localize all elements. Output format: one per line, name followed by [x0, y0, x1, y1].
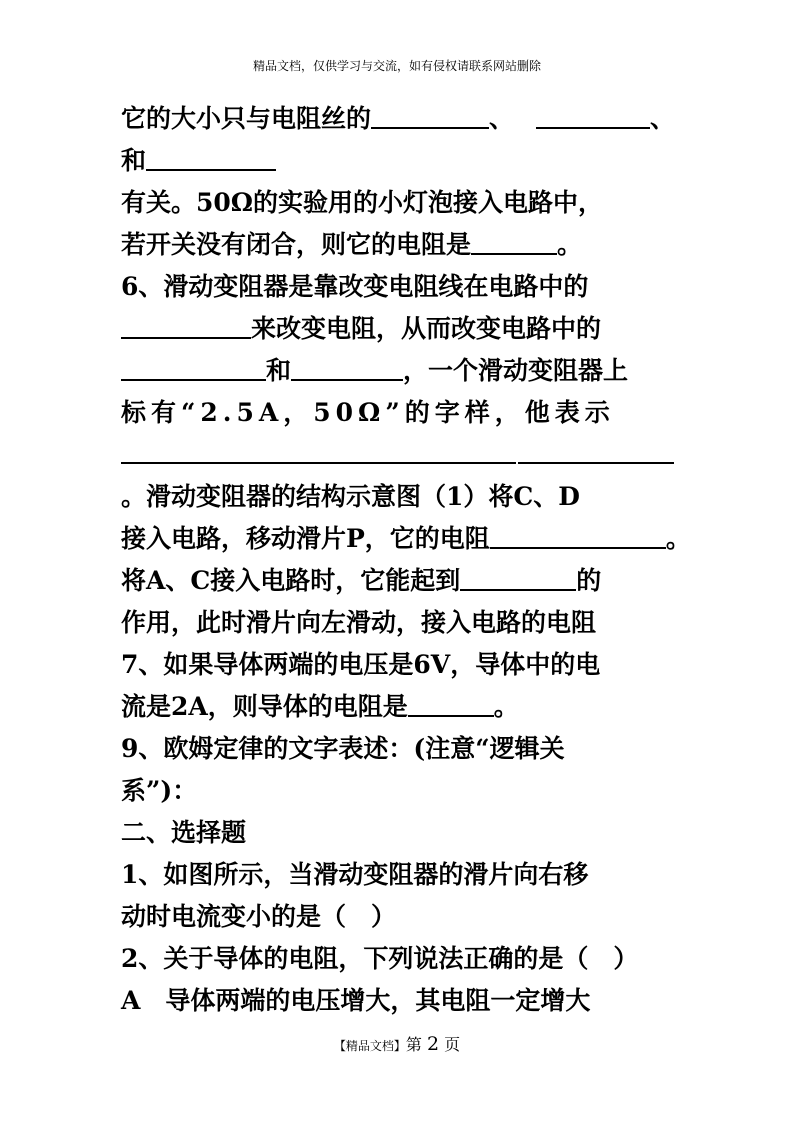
answer-blank[interactable] [291, 355, 403, 381]
answer-blank-line[interactable] [518, 462, 674, 464]
text-line: 标有“2.5A，50Ω”的字样，他表示 [121, 398, 615, 427]
text-segment: 。 [557, 230, 583, 259]
text-segment: 接入电路，移动滑片P，它的电阻 [121, 524, 490, 553]
text-segment: 和 [266, 356, 292, 385]
answer-blank[interactable] [371, 103, 489, 129]
question-choice-2: 2、关于导体的电阻，下列说法正确的是（ ） [121, 944, 639, 973]
text-segment: 的 [576, 566, 602, 595]
text-segment: 它的大小只与电阻丝的 [121, 104, 372, 133]
text-segment: ，一个滑动变阻器上 [403, 356, 629, 385]
answer-blank[interactable] [408, 691, 494, 717]
text-segment: 。 [665, 524, 691, 553]
text-segment: 和 [121, 146, 147, 175]
text-segment: 、 [489, 104, 515, 133]
text-line [121, 229, 582, 261]
text-line [121, 313, 601, 345]
text-line: 。滑动变阻器的结构示意图（1）将C、D [121, 482, 580, 511]
answer-blank[interactable] [121, 355, 266, 381]
text-line [121, 691, 519, 723]
answer-blank[interactable] [536, 103, 650, 129]
text-line: 动时电流变小的是（ ） [121, 902, 397, 931]
question-choice-1: 1、如图所示，当滑动变阻器的滑片向右移 [121, 860, 589, 889]
text-segment: 。 [493, 692, 519, 721]
text-line [121, 145, 276, 177]
text-line [121, 355, 628, 387]
answer-blank[interactable] [121, 313, 251, 339]
section-title: 二、选择题 [121, 818, 247, 847]
answer-blank[interactable] [460, 565, 576, 591]
text-line: 有关。50Ω的实验用的小灯泡接入电路中， [121, 188, 604, 217]
question-7: 7、如果导体两端的电压是6V，导体中的电 [121, 650, 601, 679]
answer-blank[interactable] [146, 145, 276, 171]
page-number: 2 [426, 1033, 440, 1055]
question-9: 9、欧姆定律的文字表述：(注意“逻辑关 [121, 734, 565, 763]
text-segment: 、 [650, 104, 676, 133]
option-a: A 导体两端的电压增大，其电阻一定增大 [121, 986, 591, 1015]
answer-blank[interactable] [471, 229, 557, 255]
page-footer [0, 1034, 794, 1056]
question-6: 6、滑动变阻器是靠改变电阻线在电路中的 [121, 272, 589, 301]
page-header: 精品文档，仅供学习与交流，如有侵权请联系网站删除 [252, 59, 541, 73]
text-segment: 来改变电阻，从而改变电路中的 [251, 314, 602, 343]
text-line [121, 565, 601, 597]
text-line [121, 523, 691, 555]
answer-blank[interactable] [490, 523, 666, 549]
text-segment: 若开关没有闭合，则它的电阻是 [121, 230, 472, 259]
footer-tag: 【精品文档】 [333, 1039, 406, 1053]
footer-label: 页 [444, 1035, 461, 1054]
text-line [121, 103, 675, 135]
answer-blank-line[interactable] [121, 462, 516, 464]
footer-label: 第 [405, 1035, 422, 1054]
text-segment: 流是2A，则导体的电阻是 [121, 692, 408, 721]
text-line: 系”)： [121, 776, 198, 805]
text-line: 作用，此时滑片向左滑动，接入电路的电阻 [121, 608, 597, 637]
text-segment: 将A、C接入电路时，它能起到 [121, 566, 461, 595]
